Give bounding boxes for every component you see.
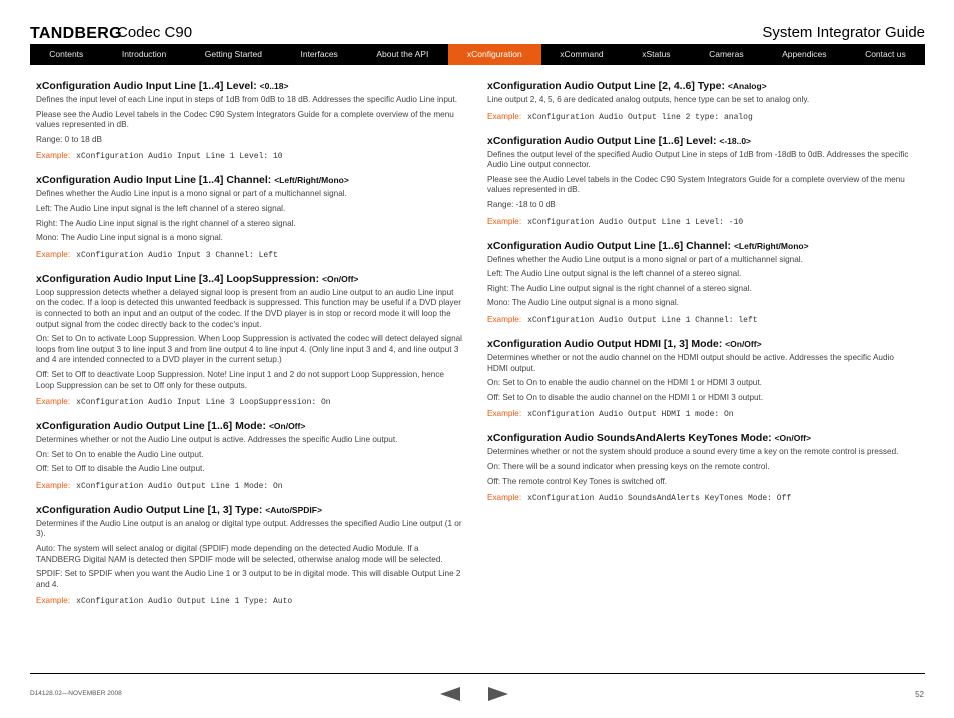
- section-paragraph: Defines whether the Audio Line input is a mono signal or part of a multichannel signal.: [36, 189, 347, 199]
- value-range: <On/Off>: [774, 433, 811, 444]
- section-paragraph: On: There will be a sound indicator when pressing keys on the remote control.: [487, 461, 770, 471]
- example-code: xConfiguration Audio Output Line 1 Type: Auto: [76, 597, 293, 607]
- example-code: xConfiguration Audio Output Line 1 Channel: left: [527, 315, 758, 325]
- value-range: <-18..0>: [719, 135, 752, 146]
- section-title: [487, 240, 915, 252]
- example-line: [487, 493, 915, 503]
- section-title: [36, 504, 464, 516]
- next-page-arrow-icon[interactable]: [488, 687, 508, 701]
- example-code: xConfiguration Audio Input 3 Channel: Left: [76, 250, 278, 260]
- nav-tab-xstatus[interactable]: xStatus: [642, 49, 671, 59]
- example-code: xConfiguration Audio Output line 2 type: analog: [527, 112, 753, 122]
- section-paragraph: Off: Set to On to disable the audio channel on the HDMI 1 or HDMI 3 output.: [487, 392, 764, 402]
- section-paragraph: Off: Set to Off to disable the Audio Line output.: [36, 464, 205, 474]
- section-paragraph: Loop suppression detects whether a delayed signal loop is present from an audio Line output to an audio Line input on the codec. If a loop is detected this unwanted feedback is suppressed. This function may be useful if a DVD player is connected to both an input and an output of the codec. If the DVD player is in stop or record mode it will loop the output signal from the codec directly back to the codec's input.: [36, 287, 461, 329]
- section-paragraph: On: Set to On to enable the Audio Line output.: [36, 449, 204, 459]
- example-label: Example:: [36, 480, 71, 490]
- section-title: [36, 174, 464, 186]
- example-line: [487, 315, 915, 325]
- section-paragraph: Line output 2, 4, 5, 6 are dedicated analog outputs, hence type can be set to analog only.: [487, 95, 810, 104]
- section-title-text: xConfiguration Audio Output Line [1, 3] Type:: [36, 503, 263, 516]
- config-section: [487, 338, 915, 419]
- example-line: [36, 596, 464, 606]
- value-range: <On/Off>: [322, 273, 359, 284]
- value-range: <0..18>: [259, 81, 289, 91]
- section-title-text: xConfiguration Audio SoundsAndAlerts KeyTones Mode:: [487, 432, 772, 445]
- page-header: [30, 24, 925, 44]
- section-title-text: xConfiguration Audio Output HDMI [1, 3] Mode:: [487, 337, 723, 350]
- example-line: [36, 397, 464, 407]
- section-paragraph: Defines the input level of each Line input in steps of 1dB from 0dB to 18 dB. Addresses the specific Audio Line input.: [36, 95, 458, 104]
- section-paragraph: Determines whether or not the system should produce a sound every time a key on the remote control is pressed.: [487, 447, 899, 457]
- example-label: Example:: [487, 216, 522, 226]
- section-title-text: xConfiguration Audio Output Line [1..6] Mode:: [36, 420, 267, 433]
- example-code: xConfiguration Audio Output HDMI 1 mode: On: [527, 410, 734, 420]
- tandberg-logo: TANDBERG: [30, 25, 122, 42]
- nav-tab-contact-us[interactable]: Contact us: [865, 49, 906, 59]
- section-paragraph: Please see the Audio Level tabels in the Codec C90 System Integrators Guide for a complete overview of the menu values represented in dB.: [36, 109, 454, 130]
- section-title-text: xConfiguration Audio Output Line [1..6] Level:: [487, 134, 717, 147]
- example-label: Example:: [487, 409, 522, 419]
- section-paragraph: Defines whether the Audio Line output is a mono signal or part of a multichannel signal.: [487, 254, 803, 264]
- section-paragraph: Range: -18 to 0 dB: [487, 199, 556, 209]
- value-range: <Left/Right/Mono>: [733, 240, 809, 251]
- section-title-text: xConfiguration Audio Input Line [1..4] Channel:: [36, 174, 272, 187]
- example-code: xConfiguration Audio Input Line 1 Level: 10: [76, 152, 283, 162]
- example-line: [36, 151, 464, 161]
- section-paragraph: SPDIF: Set to SPDIF when you want the Audio Line 1 or 3 output to be in digital mode. This will disable Output Line 2 and 4.: [36, 569, 461, 589]
- section-title: [487, 80, 915, 92]
- value-range: <On/Off>: [725, 338, 762, 349]
- top-navigation: [30, 44, 925, 65]
- right-column: [487, 80, 915, 516]
- section-paragraph: Right: The Audio Line output signal is the right channel of a stereo signal.: [487, 283, 752, 293]
- section-title: [487, 135, 915, 147]
- value-range: <Analog>: [727, 81, 767, 91]
- section-title: [487, 338, 915, 350]
- nav-tab-contents[interactable]: Contents: [49, 49, 84, 59]
- example-code: xConfiguration Audio Output Line 1 Mode: On: [76, 481, 283, 491]
- example-label: Example:: [36, 249, 71, 259]
- nav-tab-about-the-api[interactable]: About the API: [376, 49, 429, 59]
- nav-tab-introduction[interactable]: Introduction: [121, 49, 167, 59]
- example-line: [487, 217, 915, 227]
- nav-tab-interfaces[interactable]: Interfaces: [300, 49, 338, 59]
- section-title: [36, 420, 464, 432]
- example-code: xConfiguration Audio Output Line 1 Level: -10: [527, 217, 744, 227]
- example-line: [487, 112, 915, 122]
- config-section: [487, 240, 915, 325]
- guide-title: System Integrator Guide: [762, 24, 925, 41]
- nav-tab-cameras[interactable]: Cameras: [709, 49, 744, 59]
- value-range: <Left/Right/Mono>: [274, 175, 349, 186]
- previous-page-arrow-icon[interactable]: [440, 687, 460, 701]
- left-column: [36, 80, 464, 619]
- section-paragraph: Determines if the Audio Line output is an analog or digital type output. Addresses the specified Audio Line output (1 or 3).: [36, 518, 462, 539]
- section-paragraph: Range: 0 to 18 dB: [36, 134, 103, 144]
- section-paragraph: On: Set to On to enable the audio channel on the HDMI 1 or HDMI 3 output.: [487, 378, 762, 388]
- example-label: Example:: [487, 493, 522, 503]
- config-section: [36, 420, 464, 491]
- nav-tab-xconfiguration[interactable]: xConfiguration: [448, 44, 541, 65]
- section-title-text: xConfiguration Audio Output Line [2, 4..6] Type:: [487, 80, 725, 92]
- section-paragraph: Right: The Audio Line input signal is the right channel of a stereo signal.: [36, 218, 296, 228]
- section-title-text: xConfiguration Audio Input Line [3..4] LoopSuppression:: [36, 272, 320, 285]
- section-title: [487, 432, 915, 444]
- example-label: Example:: [36, 151, 71, 161]
- page-number: 52: [915, 690, 924, 699]
- config-section: [36, 273, 464, 407]
- section-title: [36, 273, 464, 285]
- example-label: Example:: [36, 397, 71, 407]
- config-section: [487, 80, 915, 122]
- nav-tab-getting-started[interactable]: Getting Started: [204, 49, 262, 59]
- example-code: xConfiguration Audio SoundsAndAlerts KeyTones Mode: Off: [527, 494, 792, 504]
- section-title-text: xConfiguration Audio Input Line [1..4] Level:: [36, 80, 257, 92]
- section-paragraph: Auto: The system will select analog or digital (SPDIF) mode depending on the detected Audio Module. If a TANDBERG Digital NAM is detected then SPDIF mode will be selected, otherwise analog mode will be selected.: [36, 544, 443, 564]
- footer-divider: [30, 673, 925, 674]
- document-id: D14128.02—NOVEMBER 2008: [30, 690, 122, 697]
- section-paragraph: Mono: The Audio Line input signal is a mono signal.: [36, 233, 223, 243]
- value-range: <On/Off>: [268, 421, 306, 432]
- section-paragraph: Off: The remote control Key Tones is switched off.: [487, 476, 668, 486]
- section-title: [36, 80, 464, 92]
- example-label: Example:: [36, 596, 71, 606]
- section-paragraph: Left: The Audio Line output signal is the left channel of a stereo signal.: [487, 269, 742, 279]
- example-label: Example:: [487, 111, 522, 121]
- value-range: <Auto/SPDIF>: [265, 504, 322, 515]
- example-code: xConfiguration Audio Input Line 3 LoopSuppression: On: [76, 398, 331, 408]
- section-paragraph: Off: Set to Off to deactivate Loop Suppression. Note! Line input 1 and 2 do not support Loop Suppression, hence Loop Suppression can be set to Off only for these outputs.: [36, 369, 444, 390]
- section-paragraph: Defines the output level of the specified Audio Output Line in steps of 1dB from -18dB to 0dB. Addresses the specific Audio Line output connector.: [487, 149, 909, 170]
- example-line: [36, 481, 464, 491]
- section-title-text: xConfiguration Audio Output Line [1..6] Channel:: [487, 239, 732, 252]
- section-paragraph: On: Set to On to activate Loop Suppression. When Loop Suppression is activated the codec will detect delayed signal loops from line output 3 to line input 3 and from line output 4 to line input 4. (Only line input 3 and 4, and line output 3 and 4 are intended connected to a DVD player in the current setup.): [36, 334, 463, 365]
- config-section: [36, 504, 464, 607]
- section-paragraph: Left: The Audio Line input signal is the left channel of a stereo signal.: [36, 203, 286, 213]
- example-label: Example:: [487, 314, 522, 324]
- config-section: [36, 80, 464, 161]
- example-line: [36, 250, 464, 260]
- config-section: [487, 135, 915, 227]
- section-paragraph: Mono: The Audio Line output signal is a mono signal.: [487, 298, 679, 308]
- nav-tab-xcommand[interactable]: xCommand: [560, 49, 604, 59]
- product-name: Codec C90: [117, 24, 193, 41]
- section-paragraph: Please see the Audio Level tabels in the Codec C90 System Integrators Guide for a complete overview of the menu values represented in dB.: [487, 174, 905, 195]
- section-paragraph: Determines whether or not the Audio Line output is active. Addresses the specific Audio Line output.: [36, 435, 398, 445]
- config-section: [487, 432, 915, 503]
- example-line: [487, 409, 915, 419]
- config-section: [36, 174, 464, 259]
- nav-tab-appendices[interactable]: Appendices: [782, 49, 827, 59]
- section-paragraph: Determines whether or not the audio channel on the HDMI output should be active. Addresses the specific Audio HDMI output.: [487, 352, 894, 373]
